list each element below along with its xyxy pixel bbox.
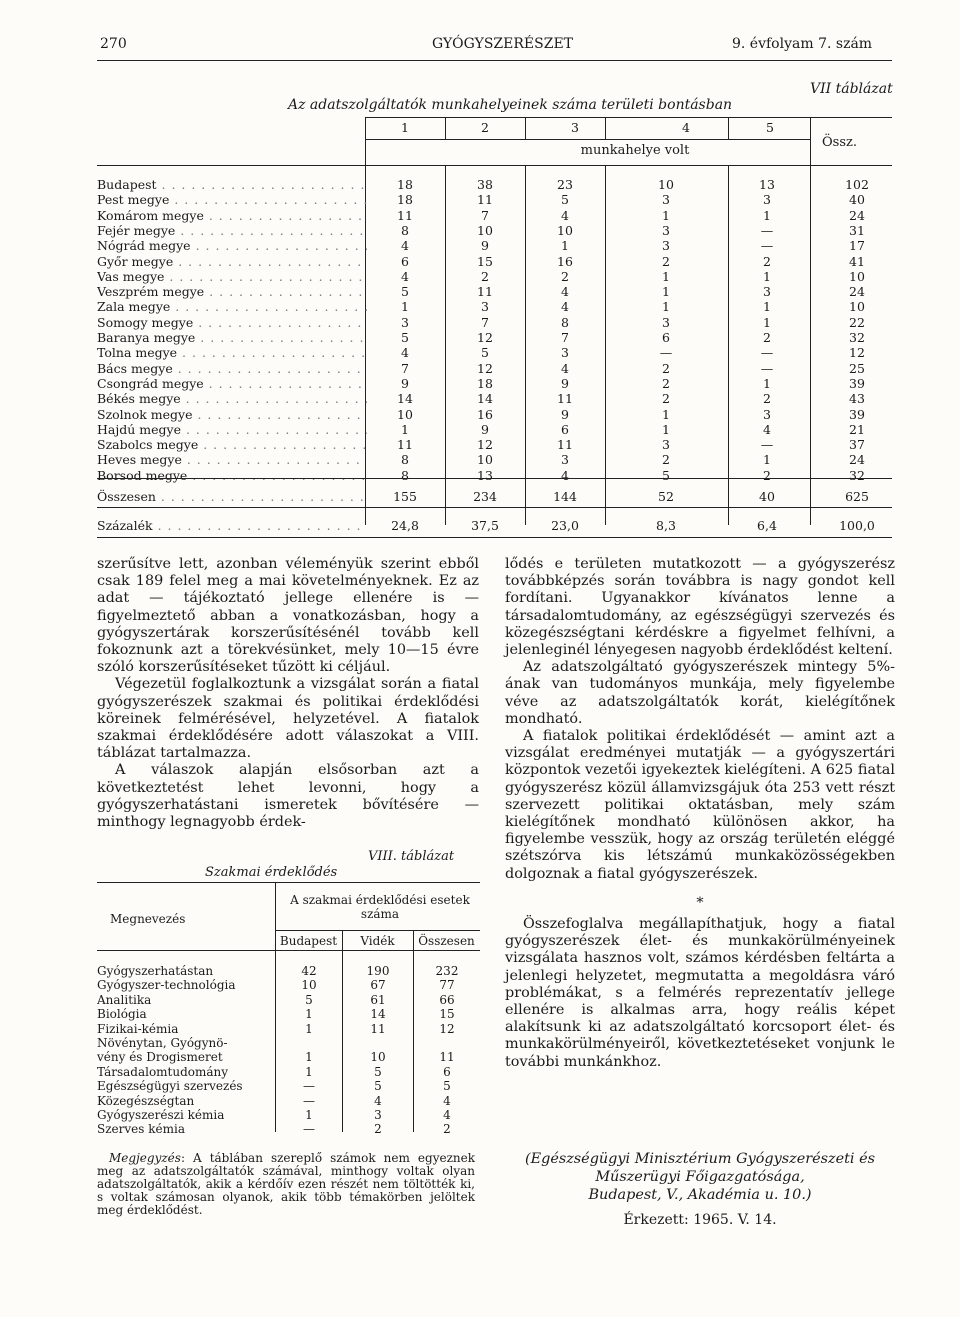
cell: 77 [439, 978, 455, 993]
cell: 21 [849, 421, 865, 437]
cell: 13 [759, 177, 775, 192]
cell: 9 [561, 375, 569, 391]
cell: 18 [477, 375, 493, 391]
cell: 10 [370, 1050, 386, 1065]
cell: 14 [370, 1007, 386, 1022]
cell: 18 [397, 177, 413, 192]
cell: 17 [849, 238, 865, 254]
row-name: Heves megye . . . [97, 452, 367, 467]
affiliation-line-2: Műszerügyi Főigazgatósága, [595, 1169, 805, 1185]
cell: 22 [849, 314, 865, 330]
cell: 1 [763, 452, 771, 468]
cell: 8 [401, 467, 409, 483]
row-name: Bács megye . . . [97, 361, 367, 376]
cell: 1 [305, 1007, 313, 1022]
cell: 1 [662, 421, 670, 437]
cell: 4 [374, 1093, 382, 1108]
note-label: Megjegyzés [109, 1151, 181, 1165]
cell: 37 [849, 437, 865, 453]
summary-paragraph: Összefoglalva megállapíthatjuk, hogy a fiatal gyógyszerészek élet- és munkakörülményeinek vizsgálata hasznos volt, számos kérdésben feltárta a jelenlegi helyzetet, megmutatta a megoldásra váró problémákat, s a felmérés reprezentatív jellege ellenére is alkalmas arra, hogy reális képet alakítsunk ki az adatszolgáltató korcsoport élet- és munkakörülményeiről, következtetéseket vonjunk le további munkánkhoz. [505, 916, 895, 1070]
row-name: Budapest . . . [97, 177, 367, 192]
row-name: Csongrád megye . . . [97, 376, 367, 391]
row-name: Szerves kémia [97, 1123, 185, 1137]
row-name: Analitika [97, 993, 152, 1007]
cell: 6 [401, 253, 409, 269]
table8-group-header: A szakmai érdeklődési esetek száma [290, 893, 470, 921]
row-name: Növénytan, Gyógynö- [97, 1037, 228, 1050]
cell: 10 [477, 222, 493, 238]
cell: 4 [443, 1108, 451, 1122]
cell: 10 [849, 299, 865, 315]
left-column-text [97, 556, 479, 831]
paragraph: Az adatszolgáltató gyógyszerészek mintegy 5%-ának van tudományos munkája, mely figyelembe véve az adatszolgáltatók korát, kielégítőnek mondható. [505, 659, 895, 727]
table8-col-budapest: Budapest [279, 934, 338, 948]
cell: 24 [849, 452, 865, 468]
cell: 12 [849, 345, 865, 361]
cell: 11 [397, 207, 413, 223]
cell: 2 [662, 452, 670, 468]
cell: 2 [662, 360, 670, 376]
row-name: Baranya megye . . . [97, 330, 367, 345]
cell: 4 [443, 1093, 451, 1108]
row-name: Somogy megye . . . [97, 315, 367, 330]
cell: 39 [849, 406, 865, 422]
cell: 190 [366, 964, 390, 978]
table8-title: Szakmai érdeklődés [205, 865, 338, 880]
cell: 1 [763, 314, 771, 330]
cell: 12 [439, 1021, 455, 1036]
cell: 5 [481, 345, 489, 361]
cell: 16 [477, 406, 493, 422]
cell: 232 [435, 964, 459, 978]
cell: 3 [662, 192, 670, 208]
cell: 2 [662, 375, 670, 391]
cell: 14 [477, 391, 493, 407]
cell: 40 [849, 192, 865, 208]
cell: 32 [849, 467, 865, 483]
cell: 4 [401, 345, 409, 361]
cell: 15 [439, 1007, 455, 1022]
cell: 7 [481, 207, 489, 223]
cell: 4 [561, 299, 569, 315]
cell: 10 [557, 222, 573, 238]
paragraph: lődés e területen mutatkozott — a gyógyszerész továbbképzés során továbbra is nagy gondot kell fordítani. Ugyanakkor kívánatos lenne a társadalomtudomány, az egészségügyi szervezés és közegészségtani kérdéskre a figyelmet felhívni, a jelenleginél lényegesen nagyobb érdeklődést keltení. [505, 556, 895, 659]
cell: 4 [561, 467, 569, 483]
col-header-1: 1 [401, 120, 409, 135]
cell: 3 [374, 1108, 382, 1122]
cell: — [760, 360, 774, 376]
cell: 16 [557, 253, 573, 269]
cell: — [303, 1079, 315, 1094]
row-name: Komárom megye . . . [97, 208, 367, 223]
cell: 11 [477, 192, 493, 208]
cell: 4 [401, 268, 409, 284]
cell: 1 [305, 1021, 313, 1036]
row-name: Gyógyszerhatástan [97, 965, 214, 978]
cell: 3 [662, 222, 670, 238]
cell: 5 [662, 467, 670, 483]
cell: 2 [443, 1122, 451, 1137]
row-name: Pest megye . . . [97, 192, 367, 207]
cell: 1 [305, 1050, 313, 1065]
cell: 11 [370, 1021, 386, 1036]
cell: 7 [401, 360, 409, 376]
row-name: Társadalomtudomány [97, 1065, 229, 1079]
cell: 2 [763, 467, 771, 483]
cell: 32 [849, 330, 865, 345]
cell: 7 [561, 330, 569, 345]
cell: — [760, 222, 774, 238]
cell: 7 [481, 314, 489, 330]
cell: 6 [662, 330, 670, 345]
issue-info: 9. évfolyam 7. szám [732, 36, 873, 52]
table8-label: VIII. táblázat [368, 849, 455, 864]
cell: 3 [662, 314, 670, 330]
note-text: : A táblában szereplő számok nem egyeznek meg az adatszolgáltatók számával, minthogy voltak olyan adatszolgáltatók, akik a kérdőív ezen részét nem töltötték ki, s voltak számosan olyanok, akik több témakörben jelöltek meg érdeklődést. [97, 1151, 475, 1217]
cell: — [303, 1093, 315, 1108]
cell: 5 [374, 1079, 382, 1094]
row-name: Nógrád megye . . . [97, 238, 367, 253]
row-name: Vas megye . . . [97, 269, 367, 284]
cell: 3 [662, 238, 670, 254]
cell: 14 [397, 391, 413, 407]
table7-label: VII táblázat [810, 81, 893, 97]
row-name: Szolnok megye . . . [97, 407, 367, 422]
cell: 61 [370, 992, 386, 1007]
cell: 23 [557, 177, 573, 192]
cell: 9 [481, 421, 489, 437]
cell: — [303, 1122, 315, 1137]
cell: 2 [662, 253, 670, 269]
cell: 11 [439, 1050, 455, 1065]
cell: 6 [443, 1064, 451, 1079]
cell: 67 [370, 978, 386, 993]
cell: 6 [561, 421, 569, 437]
affiliation-line-1: (Egészségügyi Minisztérium Gyógyszerészeti és [524, 1151, 875, 1167]
cell: 5 [374, 1064, 382, 1079]
cell: 11 [397, 437, 413, 453]
row-name: Gyógyszer-technológia [97, 979, 236, 993]
row-name: Fizikai-kémia [97, 1022, 179, 1036]
cell: 42 [301, 964, 317, 978]
row-name: Békés megye . . . [97, 391, 367, 406]
row-name: Egészségügyi szervezés [97, 1080, 243, 1094]
total-header: Össz. [822, 135, 857, 150]
cell: 4 [561, 360, 569, 376]
paragraph: Végezetül foglalkoztunk a vizsgálat során a fiatal gyógyszerészek szakmai és politikai érdeklődési köreinek felmérésével, helyzetével. A fiatalok szakmai érdeklődésére adott válaszokat a VIII. táblázat tartalmazza. [97, 676, 479, 762]
cell: 2 [481, 268, 489, 284]
cell: 2 [763, 330, 771, 345]
cell: 5 [401, 330, 409, 345]
cell: 15 [477, 253, 493, 269]
header-rule [97, 60, 892, 61]
table8-col-osszesen: Összesen [418, 934, 475, 948]
cell: 9 [481, 238, 489, 254]
cell: 10 [849, 268, 865, 284]
cell: 1 [305, 1064, 313, 1079]
cell: 24 [849, 284, 865, 300]
cell: 2 [561, 268, 569, 284]
cell: 25 [849, 360, 865, 376]
table8-col-videk: Vidék [360, 934, 395, 948]
cell: 3 [763, 406, 771, 422]
cell: 102 [845, 177, 869, 192]
row-name: Győr megye . . . [97, 254, 367, 269]
col-group-header: munkahelye volt [580, 143, 690, 158]
row-name: Közegészségtan [97, 1094, 195, 1108]
table8-note [97, 1152, 475, 1217]
cell: 18 [397, 192, 413, 208]
cell: 24 [849, 207, 865, 223]
cell: 12 [477, 437, 493, 453]
cell: 2 [374, 1122, 382, 1137]
row-name: Veszprém megye . . . [97, 284, 367, 299]
cell: — [760, 345, 774, 361]
cell: 1 [662, 299, 670, 315]
cell: 4 [561, 207, 569, 223]
paragraph: A válaszok alapján elsősorban azt a következtetést lehet levonni, hogy a gyógyszerhatástani ismeretek bővítésére — minthogy legnagyobb érdek- [97, 762, 479, 831]
cell: 3 [763, 284, 771, 300]
cell: 2 [763, 253, 771, 269]
cell: 39 [849, 375, 865, 391]
cell: 11 [557, 391, 573, 407]
cell: 8 [401, 222, 409, 238]
cell: 3 [561, 345, 569, 361]
cell: 10 [397, 406, 413, 422]
cell: 4 [401, 238, 409, 254]
col-header-4: 4 [682, 120, 690, 135]
cell: — [760, 238, 774, 254]
cell: 8 [561, 314, 569, 330]
cell: 31 [849, 222, 865, 238]
col-header-2: 2 [481, 120, 489, 135]
row-name: Gyógyszerészi kémia [97, 1109, 225, 1122]
cell: 3 [561, 452, 569, 468]
row-name: Fejér megye . . . [97, 223, 367, 238]
cell: 5 [305, 992, 313, 1007]
cell: 3 [662, 437, 670, 453]
row-name: Hajdú megye . . . [97, 422, 367, 437]
cell: 10 [301, 978, 317, 993]
cell: 1 [561, 238, 569, 254]
affiliation-line-3: Budapest, V., Akadémia u. 10.) [588, 1187, 812, 1203]
cell: 1 [763, 375, 771, 391]
cell: 3 [763, 192, 771, 208]
cell: 1 [401, 299, 409, 315]
journal-title: GYÓGYSZERÉSZET [432, 36, 574, 52]
cell: 5 [443, 1079, 451, 1094]
cell: 1 [763, 299, 771, 315]
page-number: 270 [100, 36, 127, 52]
row-name: Biológia [97, 1008, 147, 1022]
row-name: Borsod megye . . . [97, 468, 367, 483]
cell: 1 [662, 268, 670, 284]
cell: 5 [401, 284, 409, 300]
cell: 1 [662, 406, 670, 422]
col-header-5: 5 [766, 120, 774, 135]
section-separator: * [696, 894, 704, 911]
paragraph: A fiatalok politikai érdeklődését — amint azt a vizsgálat eredményei mutatják — a gyógyszertári központok vezetői igyekeztek kielégíteni. A 625 fiatal gyógyszerész közül államvizsgájuk óta 253 vett részt szervezett politikai oktatásban, mely szám kielégítőnek mondható különösen akkor, ha figyelembe vesszük, hogy az ország területén eléggé szétszórva kis létszámú munkaközösségekben dolgoznak a fiatal gyógyszerészek. [505, 728, 895, 882]
right-column-text [505, 556, 895, 1071]
row-name: vény és Drogismeret [97, 1051, 223, 1065]
cell: 9 [561, 406, 569, 422]
cell: 5 [561, 192, 569, 208]
cell: 66 [439, 992, 455, 1007]
cell: 12 [477, 360, 493, 376]
cell: 3 [401, 314, 409, 330]
cell: — [760, 437, 774, 453]
cell: — [659, 345, 673, 361]
cell: 1 [662, 284, 670, 300]
cell: 1 [763, 268, 771, 284]
row-name: Szabolcs megye . . . [97, 437, 367, 452]
cell: 1 [662, 207, 670, 223]
cell: 1 [401, 421, 409, 437]
cell: 38 [477, 177, 493, 192]
affiliation [505, 1150, 895, 1204]
cell: 8 [401, 452, 409, 468]
cell: 1 [305, 1108, 313, 1122]
cell: 4 [561, 284, 569, 300]
paragraph: szerűsítve lett, azonban véleményük szerint ebből csak 189 felel meg a mai követelményeknek. Ez az adat — tájékoztató jellege ellenére is — figyelmeztető abban a vonatkozásban, hogy a gyógyszertárak korszerűsítésénél tovább kell fokoznunk azt a törekvésünket, mely 10—15 évre szóló korszerűsítéseket tűzött ki céljául. [97, 556, 479, 676]
cell: 2 [763, 391, 771, 407]
cell: 13 [477, 467, 493, 483]
cell: 11 [477, 284, 493, 300]
cell: 2 [662, 391, 670, 407]
row-name: Zala megye . . . [97, 299, 367, 314]
cell: 1 [763, 207, 771, 223]
cell: 4 [763, 421, 771, 437]
cell: 43 [849, 391, 865, 407]
cell: 3 [481, 299, 489, 315]
received-date: Érkezett: 1965. V. 14. [623, 1212, 777, 1228]
cell: 11 [557, 437, 573, 453]
cell: 12 [477, 330, 493, 345]
table8-name-header: Megnevezés [110, 912, 186, 926]
col-header-3: 3 [571, 120, 579, 135]
cell: 10 [658, 177, 674, 192]
row-name: Tolna megye . . . [97, 345, 367, 360]
cell: 9 [401, 375, 409, 391]
table7-title: Az adatszolgáltatók munkahelyeinek száma területi bontásban [288, 97, 733, 113]
cell: 41 [849, 253, 865, 269]
cell: 10 [477, 452, 493, 468]
